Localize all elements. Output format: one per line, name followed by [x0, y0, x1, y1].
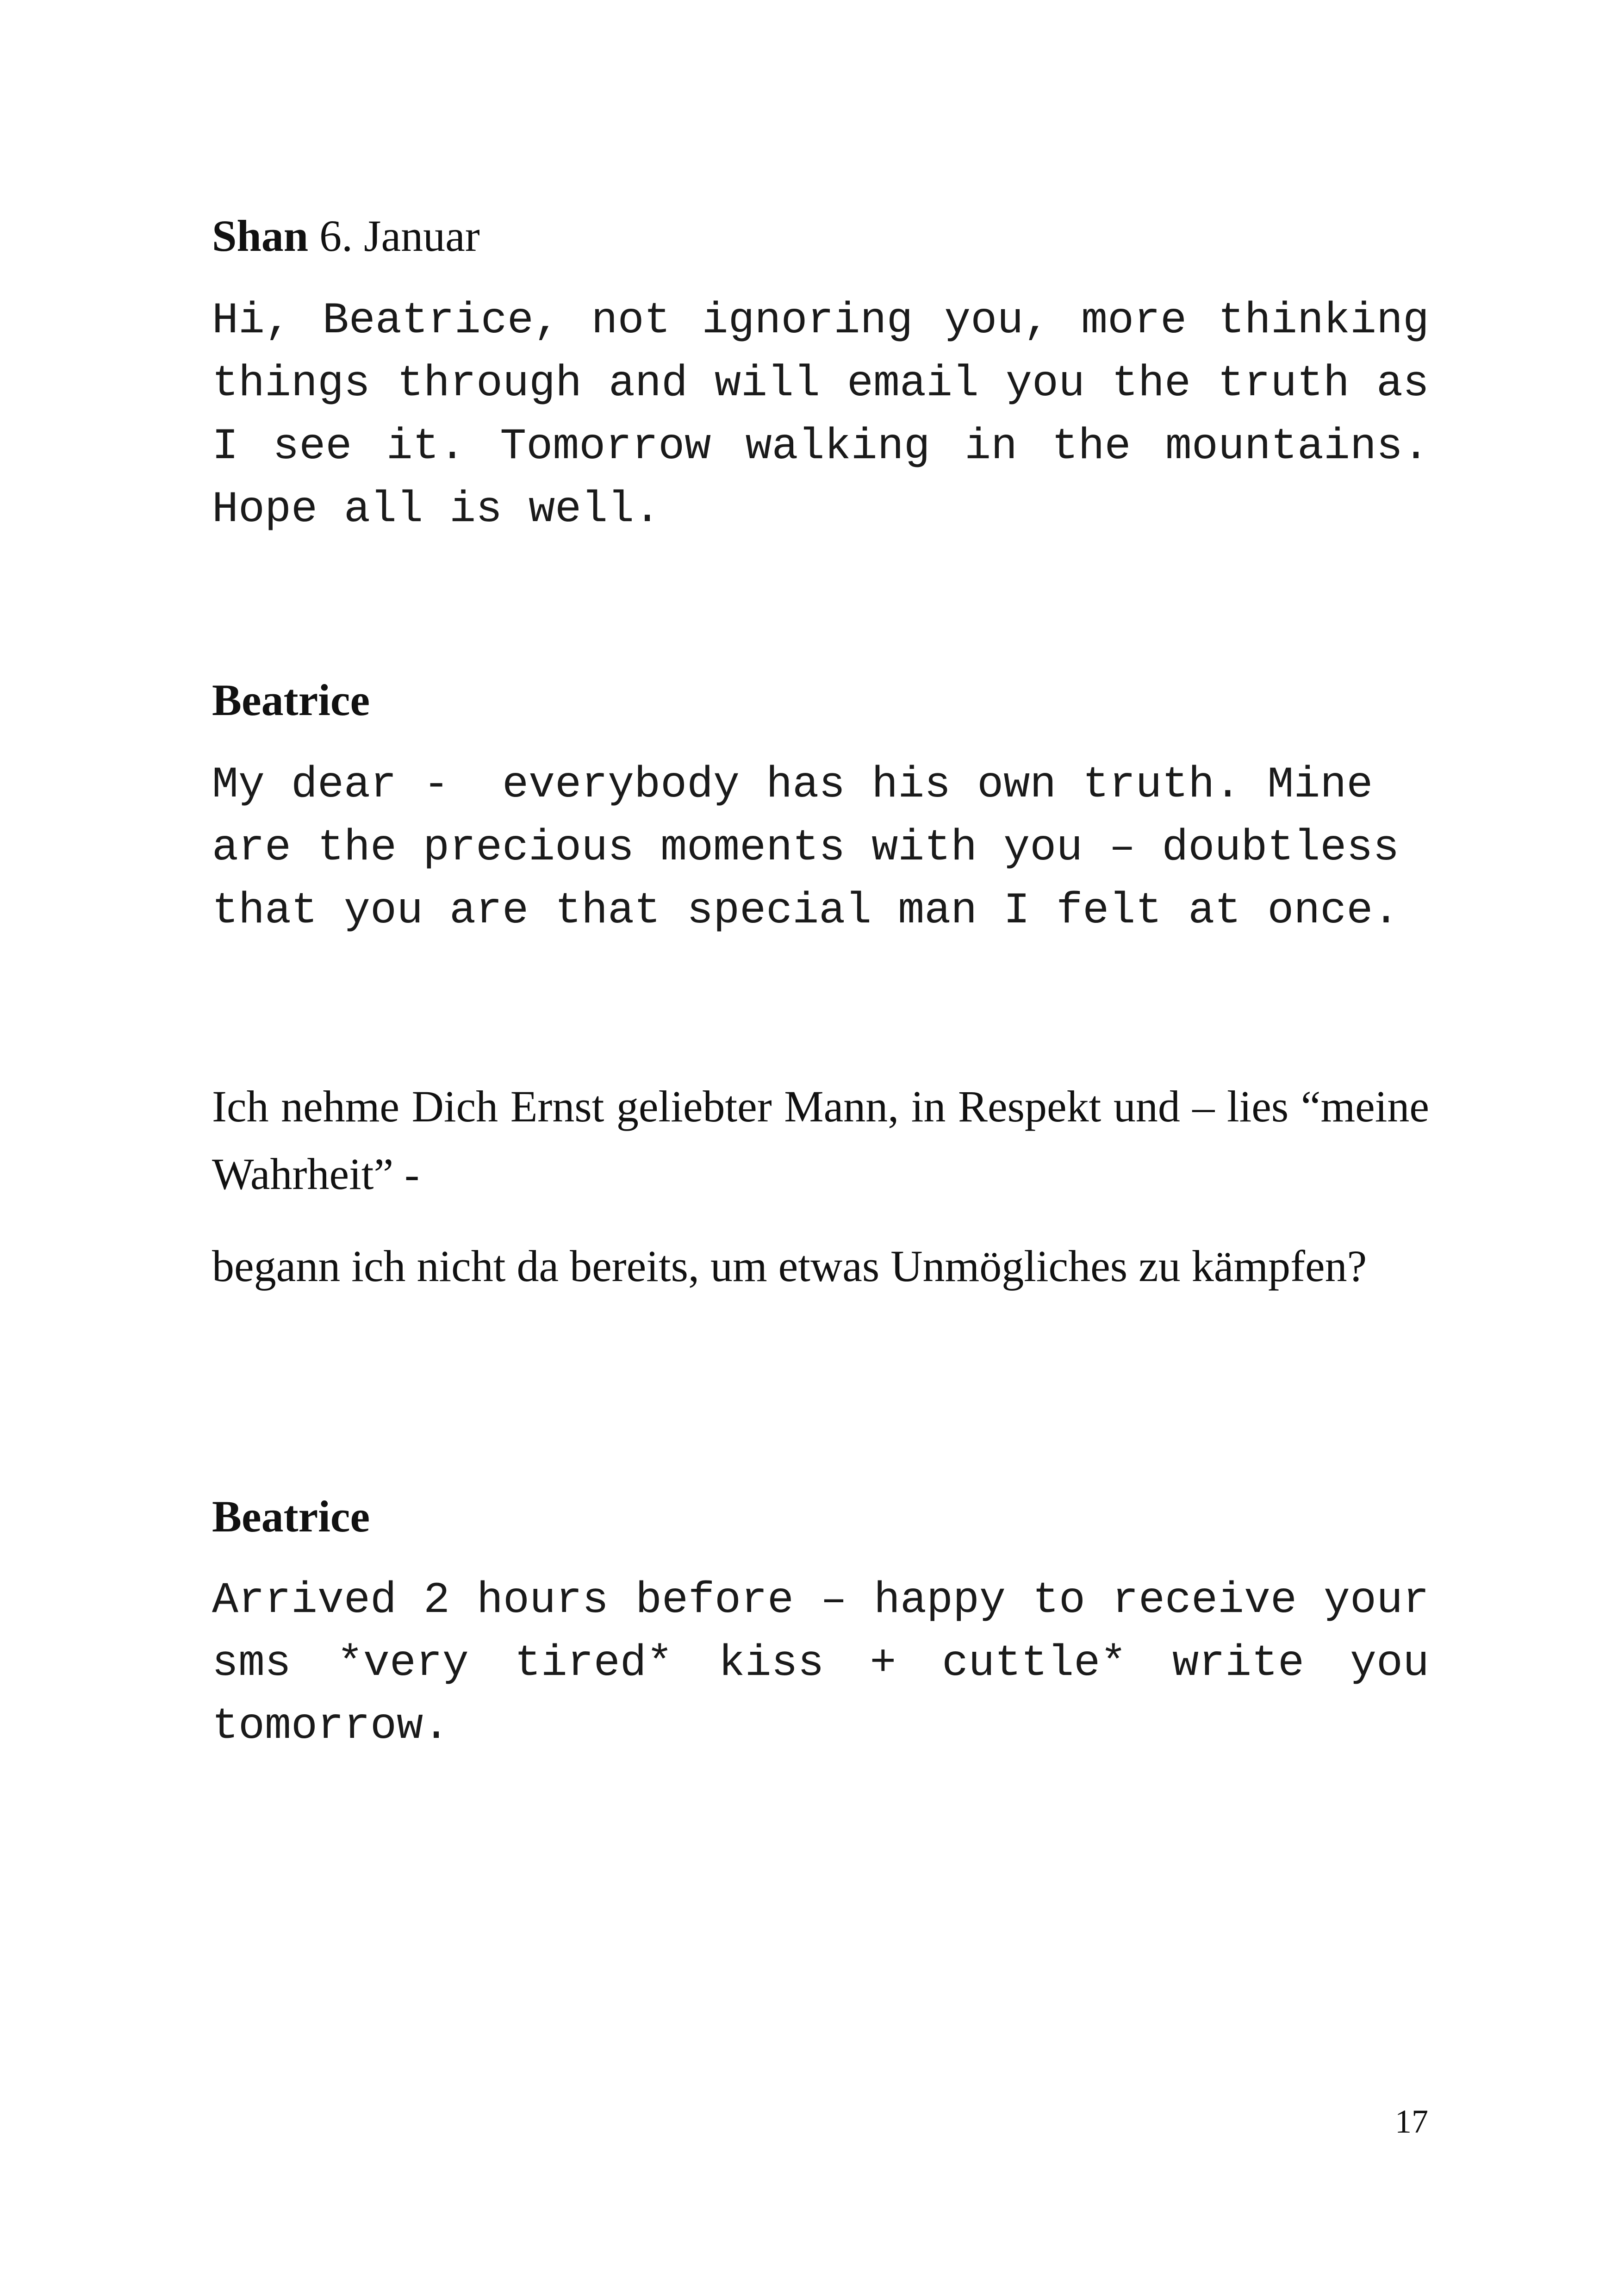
german-paragraph: begann ich nicht da bereits, um etwas Unmögliches zu kämpfen? — [212, 1241, 1367, 1291]
sender-name: Beatrice — [212, 675, 370, 725]
message-text: My dear - everybody has his own truth. Mine are the precious moments with you – doubtless that you are that special man I felt at once. — [212, 760, 1426, 936]
german-paragraph: Ich nehme Dich Ernst geliebter Mann, in Respekt und – lies “meine Wahrheit” - — [212, 1082, 1429, 1199]
sender-name: Shan — [212, 211, 309, 261]
entry-heading-beatrice — [212, 1494, 370, 1539]
message-text: Arrived 2 hours before – happy to receive your sms *very tired* kiss + cuttle* write you tomorrow. — [212, 1575, 1456, 1751]
document-page — [212, 0, 1456, 2296]
sender-name: Beatrice — [212, 1492, 370, 1541]
entry-heading-beatrice — [212, 675, 370, 725]
message-text: Hi, Beatrice, not ignoring you, more thinking things through and will email you the truth as I see it. Tomorrow walking in the mountains. Hope all is well. — [212, 296, 1456, 535]
entry-date: 6. Januar — [319, 211, 480, 261]
page-number: 17 — [1395, 2103, 1428, 2140]
entry-heading-shan — [212, 211, 480, 261]
